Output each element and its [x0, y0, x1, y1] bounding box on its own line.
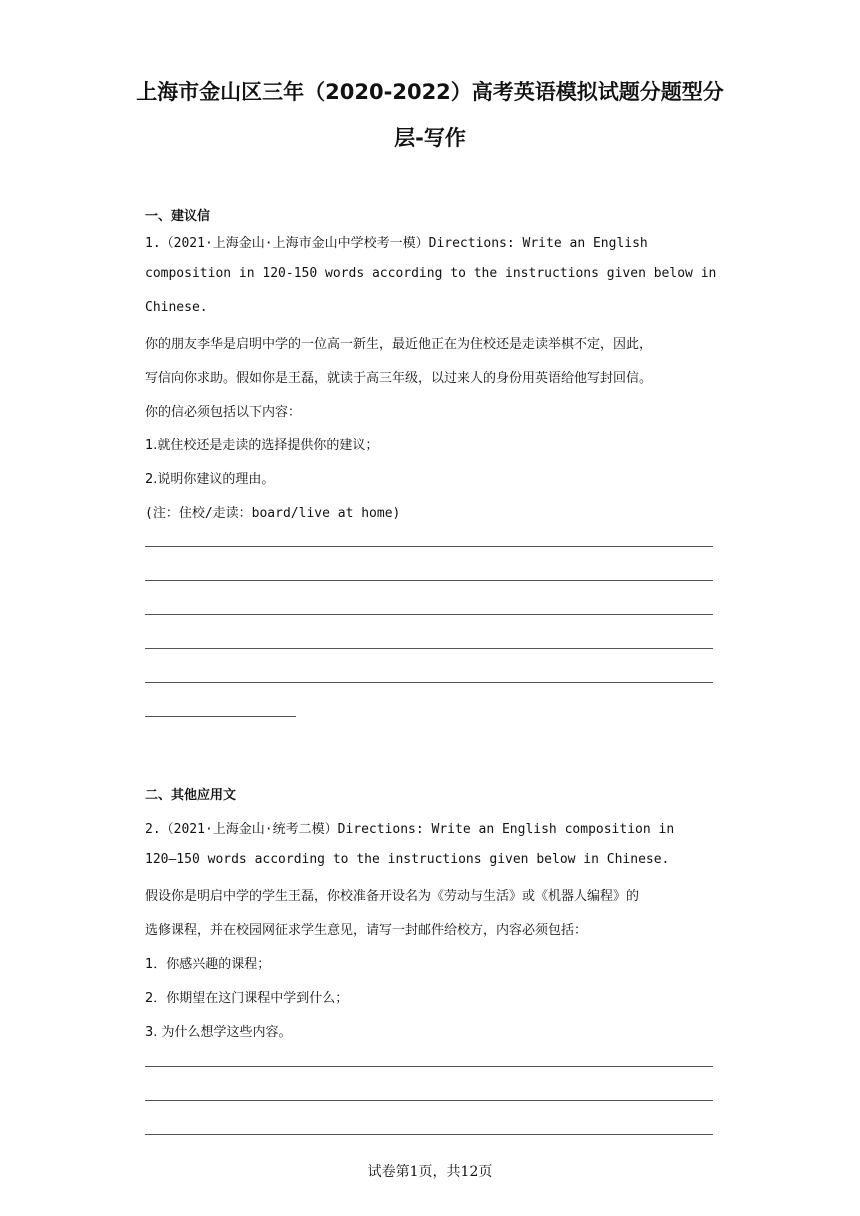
answer-line[interactable] [145, 1100, 713, 1101]
question-text: 1.（2021·上海金山·上海市金山中学校考一模）Directions: Write an English [145, 236, 648, 251]
answer-line[interactable] [145, 580, 713, 581]
title-line-1: 上海市金山区三年（2020-2022）高考英语模拟试题分题型分 [136, 80, 724, 104]
answer-line[interactable] [145, 716, 296, 717]
section-heading: 一、建议信 [145, 209, 211, 224]
question-text: 2．你期望在这门课程中学到什么； [145, 991, 349, 1006]
question-text: 3. 为什么想学这些内容。 [145, 1025, 292, 1040]
question-text: 写信向你求助。假如你是王磊，就读于高三年级，以过来人的身份用英语给他写封回信。 [145, 371, 653, 386]
question-text: 选修课程，并在校园网征求学生意见，请写一封邮件给校方，内容必须包括： [145, 923, 588, 938]
question-note: (注：住校/走读：board/live at home) [145, 506, 401, 521]
answer-line[interactable] [145, 546, 713, 547]
question-text: 120—150 words according to the instructions given below in Chinese. [145, 852, 670, 867]
question-text: 你的朋友李华是启明中学的一位高一新生，最近他正在为住校还是走读举棋不定，因此， [145, 337, 653, 352]
answer-line[interactable] [145, 614, 713, 615]
page-footer: 试卷第1页，共12页 [367, 1164, 493, 1180]
question-text: 2.说明你建议的理由。 [145, 472, 275, 487]
answer-line[interactable] [145, 1066, 713, 1067]
question-text: 1．你感兴趣的课程； [145, 957, 271, 972]
answer-line[interactable] [145, 682, 713, 683]
question-text: 假设你是明启中学的学生王磊，你校准备开设名为《劳动与生活》或《机器人编程》的 [145, 889, 640, 904]
question-text: composition in 120-150 words according to the instructions given below in [145, 266, 717, 281]
answer-line[interactable] [145, 1134, 713, 1135]
section-heading: 二、其他应用文 [145, 788, 237, 803]
title-line-2: 层-写作 [394, 126, 466, 150]
question-text: Chinese. [145, 300, 208, 315]
question-text: 你的信必须包括以下内容： [145, 405, 302, 420]
answer-line[interactable] [145, 648, 713, 649]
question-text: 1.就住校还是走读的选择提供你的建议； [145, 438, 379, 453]
question-text: 2.（2021·上海金山·统考二模）Directions: Write an English composition in [145, 822, 675, 837]
